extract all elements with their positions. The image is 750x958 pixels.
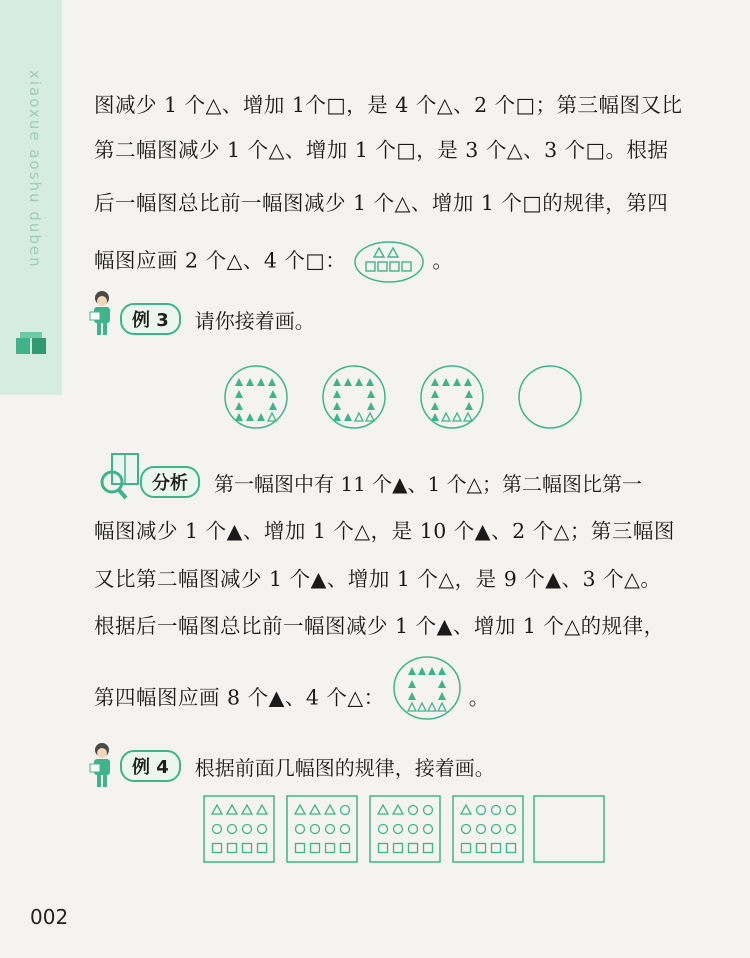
intro-line-3: 后一幅图总比前一幅图减少 1 个△、增加 1 个□的规律，第四 bbox=[94, 191, 669, 215]
example-4-figures bbox=[202, 794, 622, 866]
analysis-line-5 bbox=[94, 677, 490, 721]
example-3-row bbox=[120, 301, 315, 337]
analysis-badge: 分析 bbox=[140, 466, 200, 498]
example-3-figure-1 bbox=[225, 366, 287, 428]
shape-cir bbox=[477, 806, 486, 815]
kid-reading-icon-2 bbox=[88, 742, 116, 790]
shape-sq bbox=[477, 844, 486, 853]
example-4-row bbox=[120, 748, 495, 784]
shape-tri bbox=[227, 805, 237, 814]
example-4-badge: 例 4 bbox=[120, 750, 181, 782]
shape-cir bbox=[228, 825, 237, 834]
example-3-figure-4-empty bbox=[519, 366, 581, 428]
shape-sq bbox=[507, 844, 516, 853]
example-3-badge: 例 3 bbox=[120, 303, 181, 335]
shape-tri bbox=[242, 805, 252, 814]
shape-cir bbox=[424, 825, 433, 834]
shape-cir bbox=[296, 825, 305, 834]
intro-line-2: 第二幅图减少 1 个△、增加 1 个□，是 3 个△、3 个□。根据 bbox=[94, 138, 669, 162]
magnifier-book-icon bbox=[98, 452, 142, 502]
intro-line-4 bbox=[94, 240, 453, 284]
intro-line-1: 图减少 1 个△、增加 1个□，是 4 个△、2 个□；第三幅图又比 bbox=[94, 93, 683, 117]
shape-sq bbox=[394, 844, 403, 853]
example-4-prompt: 根据前面几幅图的规律，接着画。 bbox=[194, 755, 495, 780]
example-4-figure-5-empty bbox=[534, 796, 604, 862]
shape-cir bbox=[492, 806, 501, 815]
shape-cir bbox=[326, 825, 335, 834]
answer-figure-triangles-squares bbox=[353, 240, 425, 284]
shape-sq bbox=[243, 844, 252, 853]
shape-cir bbox=[507, 825, 516, 834]
shape-tri bbox=[212, 805, 222, 814]
shape-cir bbox=[341, 825, 350, 834]
answer-figure-filled-triangles bbox=[392, 655, 462, 721]
shape-tri bbox=[295, 805, 305, 814]
shape-tri bbox=[461, 805, 471, 814]
intro-end-mark: 。 bbox=[432, 248, 454, 273]
shape-cir bbox=[409, 825, 418, 834]
shape-sq bbox=[228, 844, 237, 853]
analysis-line-5-text: 第四幅图应画 8 个▲、4 个△： bbox=[94, 685, 385, 710]
shape-sq bbox=[409, 844, 418, 853]
shape-cir bbox=[258, 825, 267, 834]
books-icon bbox=[14, 330, 48, 356]
shape-sq bbox=[326, 844, 335, 853]
example-3-figure-2 bbox=[323, 366, 385, 428]
shape-cir bbox=[507, 806, 516, 815]
kid-reading-icon bbox=[88, 290, 116, 338]
example-3-prompt: 请你接着画。 bbox=[194, 308, 315, 333]
shape-cir bbox=[477, 825, 486, 834]
shape-cir bbox=[424, 806, 433, 815]
shape-sq bbox=[462, 844, 471, 853]
shape-cir bbox=[213, 825, 222, 834]
shape-sq bbox=[424, 844, 433, 853]
shape-sq bbox=[296, 844, 305, 853]
shape-cir bbox=[492, 825, 501, 834]
shape-tri bbox=[393, 805, 403, 814]
analysis-line-1: 第一幅图中有 11 个▲、1 个△；第二幅图比第一 bbox=[214, 471, 643, 496]
shape-cir bbox=[462, 825, 471, 834]
shape-tri bbox=[378, 805, 388, 814]
analysis-line-4: 根据后一幅图总比前一幅图减少 1 个▲、增加 1 个△的规律， bbox=[94, 614, 665, 638]
shape-cir bbox=[311, 825, 320, 834]
example-3-figure-3 bbox=[421, 366, 483, 428]
shape-sq bbox=[258, 844, 267, 853]
shape-cir bbox=[379, 825, 388, 834]
page-number: 002 bbox=[30, 905, 69, 929]
shape-cir bbox=[409, 806, 418, 815]
analysis-row bbox=[140, 464, 642, 500]
shape-cir bbox=[341, 806, 350, 815]
analysis-line-3: 又比第二幅图减少 1 个▲、增加 1 个△，是 9 个▲、3 个△。 bbox=[94, 567, 662, 591]
side-vertical-text: xiaoxue aoshu duben bbox=[26, 70, 44, 269]
analysis-line-2: 幅图减少 1 个▲、增加 1 个△，是 10 个▲、2 个△；第三幅图 bbox=[94, 519, 675, 543]
analysis-end-mark: 。 bbox=[468, 685, 490, 710]
shape-cir bbox=[243, 825, 252, 834]
shape-tri bbox=[310, 805, 320, 814]
shape-sq bbox=[341, 844, 350, 853]
shape-cir bbox=[394, 825, 403, 834]
intro-line-4-text: 幅图应画 2 个△、4 个□： bbox=[94, 248, 347, 273]
shape-sq bbox=[379, 844, 388, 853]
shape-sq bbox=[311, 844, 320, 853]
shape-tri bbox=[257, 805, 267, 814]
shape-sq bbox=[492, 844, 501, 853]
shape-tri bbox=[325, 805, 335, 814]
shape-sq bbox=[213, 844, 222, 853]
example-3-figures bbox=[224, 364, 594, 434]
